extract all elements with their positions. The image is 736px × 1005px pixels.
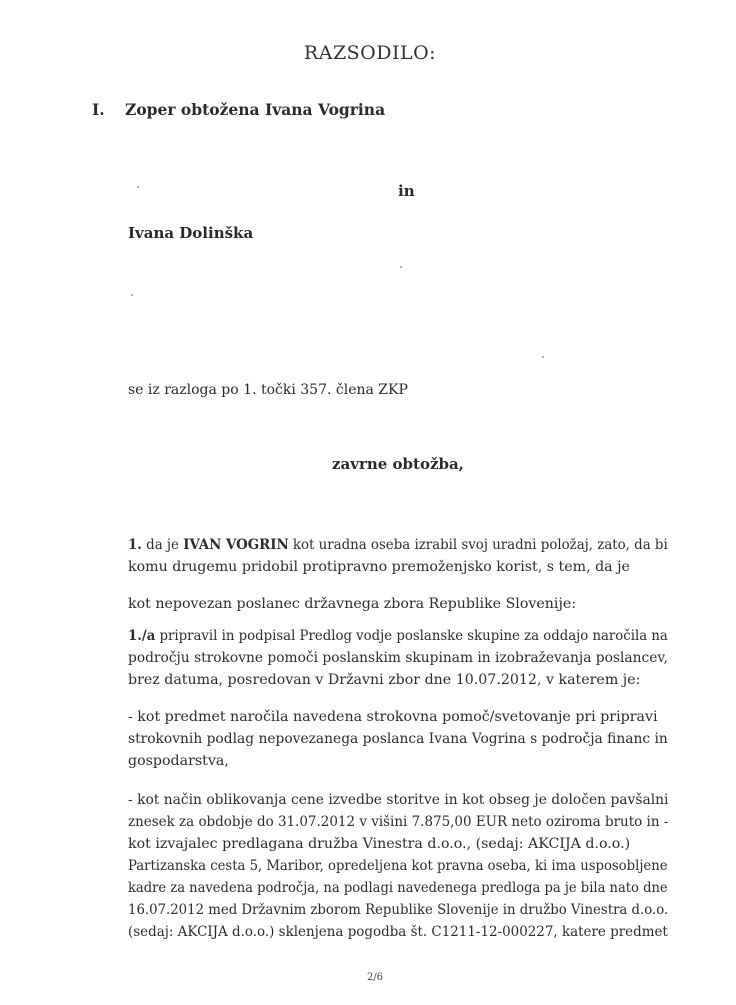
- paragraph-1-pre: da je: [141, 537, 184, 553]
- scan-speck: [137, 186, 139, 188]
- section-heading: [92, 100, 385, 119]
- paragraph-4-line6: 16.07.2012 med Državnim zborom Republike Slovenije in družbo Vinestra d.o.o.: [128, 902, 669, 918]
- paragraph-kot-text: kot nepovezan poslanec državnega zbora Republike Slovenije:: [128, 596, 577, 612]
- paragraph-1-number: 1.: [128, 537, 142, 553]
- paragraph-4-line4: Partizanska cesta 5, Maribor, opredeljena kot pravna oseba, ki ima usposobljene: [128, 858, 668, 874]
- paragraph-kot: [128, 593, 668, 615]
- verdict-text: zavrne obtožba,: [332, 455, 464, 473]
- paragraph-3-line1: - kot predmet naročila navedena strokovna pomoč/svetovanje pri pripravi: [128, 709, 658, 725]
- paragraph-3: [128, 706, 668, 772]
- paragraph-1: [128, 534, 668, 578]
- paragraph-4: [128, 789, 668, 943]
- paragraph-3-line3: gospodarstva,: [128, 753, 229, 769]
- document-title: RAZSODILO:: [303, 42, 437, 64]
- legal-basis-text: se iz razloga po 1. točki 357. člena ZKP: [128, 382, 408, 398]
- paragraph-2-line1-rest: pripravil in podpisal Predlog vodje poslanske skupine za oddajo naročila na: [155, 628, 668, 644]
- paragraph-2-line2: področju strokovne pomoči poslanskim skupinam in izobraževanja poslancev,: [128, 650, 668, 666]
- paragraph-1-line1-rest: kot uradna oseba izrabil svoj uradni položaj, zato, da bi: [288, 537, 668, 553]
- conjunction-text: in: [398, 182, 415, 200]
- paragraph-4-line2: znesek za obdobje do 31.07.2012 v višini 7.875,00 EUR neto oziroma bruto in -: [128, 814, 669, 830]
- paragraph-4-line7: (sedaj: AKCIJA d.o.o.) sklenjena pogodba št. C1211-12-000227, katere predmet: [128, 924, 668, 940]
- paragraph-4-line5: kadre za navedena področja, na podlagi navedenega predloga pa je bila nato dne: [128, 880, 668, 896]
- paragraph-1-name: IVAN VOGRIN: [183, 537, 289, 553]
- scan-speck: [542, 356, 544, 358]
- section-roman-numeral: I.: [92, 100, 105, 119]
- page-number: 2/6: [366, 972, 384, 983]
- scan-speck: [131, 294, 133, 296]
- paragraph-2-number: 1./a: [128, 628, 156, 644]
- second-defendant-name: Ivana Dolinška: [128, 224, 254, 242]
- paragraph-3-line2: strokovnih podlag nepovezanega poslanca Ivana Vogrina s področja financ in: [128, 731, 668, 747]
- paragraph-4-line3: kot izvajalec predlagana družba Vinestra d.o.o., (sedaj: AKCIJA d.o.o.): [128, 836, 631, 852]
- paragraph-4-line1: - kot način oblikovanja cene izvedbe storitve in kot obseg je določen pavšalni: [128, 792, 669, 808]
- paragraph-2-line3: brez datuma, posredovan v Državni zbor dne 10.07.2012, v katerem je:: [128, 672, 641, 688]
- section-heading-text: Zoper obtožena Ivana Vogrina: [125, 100, 386, 119]
- paragraph-1-line2: komu drugemu pridobil protipravno premoženjsko korist, s tem, da je: [128, 559, 630, 575]
- paragraph-2: [128, 625, 668, 691]
- scan-speck: [400, 266, 402, 268]
